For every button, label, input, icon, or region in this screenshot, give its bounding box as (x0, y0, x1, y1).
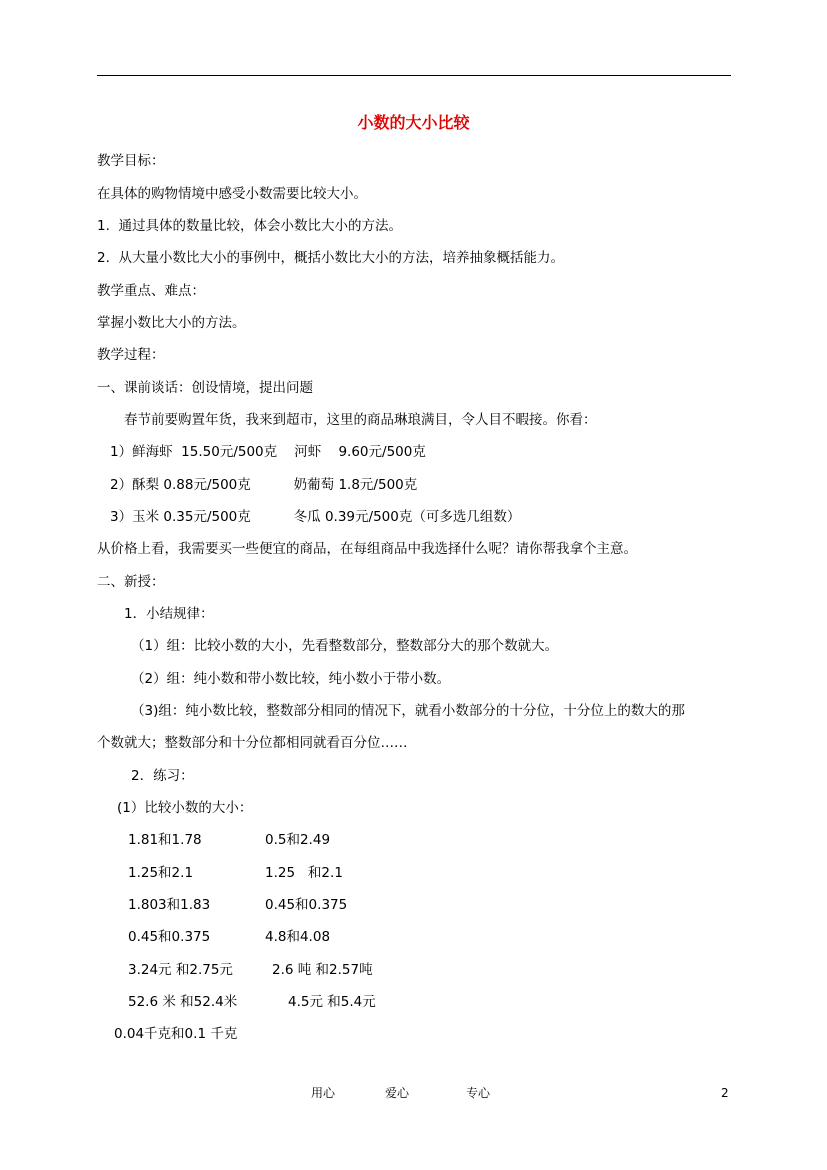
text-line: （2）组：纯小数和带小数比较，纯小数小于带小数。 (131, 671, 451, 687)
exercise-item: 4.8和4.08 (265, 929, 331, 945)
text-line: 2．练习： (131, 768, 194, 784)
exercise-item: 1.803和1.83 (128, 897, 211, 913)
text-line: 1．小结规律： (124, 606, 214, 622)
text-line: 3）玉米 0.35元/500克 冬瓜 0.39元/500克（可多选几组数） (110, 509, 521, 525)
exercise-item: 2.6 吨 和2.57吨 (272, 962, 373, 978)
section-heading: 一、课前谈话：创设情境，提出问题 (97, 380, 313, 396)
exercise-item: 1.25和2.1 (128, 865, 194, 881)
text-line: 教学过程： (97, 347, 165, 363)
exercise-item: 4.5元 和5.4元 (288, 994, 376, 1010)
text-line: 个数就大；整数部分和十分位都相同就看百分位…… (97, 735, 408, 751)
text-line: 从价格上看，我需要买一些便宜的商品，在每组商品中我选择什么呢？请你帮我拿个主意。 (97, 541, 637, 557)
header-rule (97, 75, 731, 76)
exercise-item: 1.25 和2.1 (265, 865, 343, 881)
text-line: 2. 从大量小数比大小的事例中，概括小数比大小的方法，培养抽象概括能力。 (97, 250, 564, 266)
document-title: 小数的大小比较 (357, 113, 470, 132)
text-line: 春节前要购置年货，我来到超市，这里的商品琳琅满目，令人目不暇接。你看： (124, 412, 597, 428)
exercise-item: 0.45和0.375 (128, 929, 211, 945)
exercise-item: 52.6 米 和52.4米 (128, 994, 238, 1010)
text-line: 1. 通过具体的数量比较，体会小数比大小的方法。 (97, 218, 402, 234)
text-line: 1）鲜海虾 15.50元/500克 河虾 9.60元/500克 (110, 444, 426, 460)
footer-left: 用心 (311, 1086, 336, 1100)
exercise-item: 3.24元 和2.75元 (128, 962, 233, 978)
exercise-item: 1.81和1.78 (128, 832, 202, 848)
exercise-item: 0.45和0.375 (265, 897, 348, 913)
text-line: 掌握小数比大小的方法。 (97, 315, 246, 331)
page-number: 2 (721, 1086, 729, 1100)
text-line: (1）比较小数的大小： (117, 800, 253, 816)
footer-right: 专心 (466, 1086, 491, 1100)
text-line: 教学目标： (97, 153, 165, 169)
text-line: 2）酥梨 0.88元/500克 奶葡萄 1.8元/500克 (110, 477, 418, 493)
text-line: （1）组：比较小数的大小，先看整数部分，整数部分大的那个数就大。 (131, 638, 559, 654)
section-heading: 二、新授： (97, 574, 165, 590)
exercise-item: 0.04千克和0.1 千克 (114, 1026, 238, 1042)
exercise-item: 0.5和2.49 (265, 832, 331, 848)
text-line: 在具体的购物情境中感受小数需要比较大小。 (97, 186, 367, 202)
footer-middle: 爱心 (385, 1086, 410, 1100)
text-line: （3)组：纯小数比较，整数部分相同的情况下，就看小数部分的十分位，十分位上的数大的那 (131, 703, 685, 719)
text-line: 教学重点、难点： (97, 283, 205, 299)
